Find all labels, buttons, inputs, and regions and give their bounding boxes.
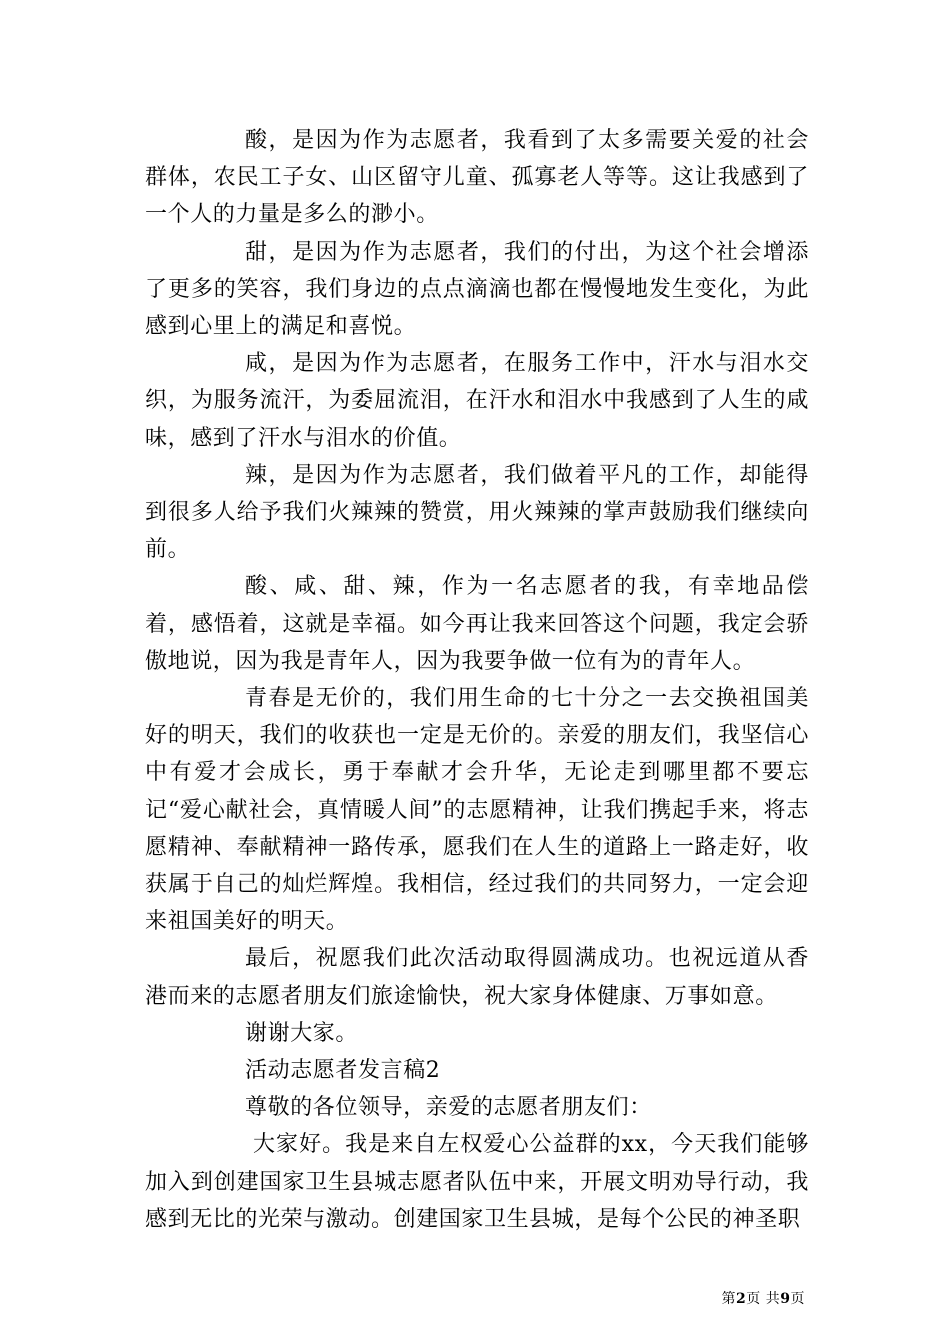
current-page-number: 2 bbox=[736, 1291, 747, 1307]
section-title: 活动志愿者发言稿2 bbox=[245, 1058, 441, 1084]
paragraph-salty: 咸，是因为作为志愿者，在服务工作中，汗水与泪水交织，为服务流汗，为委屈流泪，在汗水和泪水中我感到了人生的咸味，感到了汗水与泪水的价值。 bbox=[145, 351, 809, 451]
salutation: 尊敬的各位领导，亲爱的志愿者朋友们： bbox=[245, 1095, 652, 1121]
paragraph-intro: 大家好。我是来自左权爱心公益群的xx，今天我们能够加入到创建国家卫生县城志愿者队伍中来，开展文明劝导行动，我感到无比的光荣与激动。创建国家卫生县城，是每个公民的神圣职 bbox=[145, 1132, 809, 1232]
footer-middle: 页 共 bbox=[746, 1291, 781, 1307]
paragraph-sour: 酸，是因为作为志愿者，我看到了太多需要关爱的社会群体，农民工子女、山区留守儿童、孤寡老人等等。这让我感到了一个人的力量是多么的渺小。 bbox=[145, 128, 809, 228]
document-body bbox=[145, 122, 809, 1238]
paragraph-thanks: 谢谢大家。 bbox=[245, 1020, 359, 1046]
paragraph-happiness: 酸、咸、甜、辣，作为一名志愿者的我，有幸地品偿着，感悟着，这就是幸福。如今再让我来回答这个问题，我定会骄傲地说，因为我是青年人，因为我要争做一位有为的青年人。 bbox=[145, 574, 809, 674]
paragraph-sweet: 甜，是因为作为志愿者，我们的付出，为这个社会增添了更多的笑容，我们身边的点点滴滴也都在慢慢地发生变化，为此感到心里上的满足和喜悦。 bbox=[145, 239, 809, 340]
paragraph-wishes: 最后，祝愿我们此次活动取得圆满成功。也祝远道从香港而来的志愿者朋友们旅途愉快，祝大家身体健康、万事如意。 bbox=[145, 946, 809, 1009]
total-page-number: 9 bbox=[780, 1291, 791, 1307]
page-footer bbox=[722, 1290, 805, 1308]
paragraph-youth: 青春是无价的，我们用生命的七十分之一去交换祖国美好的明天，我们的收获也一定是无价的。亲爱的朋友们，我坚信心中有爱才会成长，勇于奉献才会升华，无论走到哪里都不要忘记“爱心献社会，真情暖人间”的志愿精神，让我们携起手来，将志愿精神、奉献精神一路传承，愿我们在人生的道路上一路走好，收获属于自己的灿烂辉煌。我相信，经过我们的共同努力，一定会迎来祖国美好的明天。 bbox=[145, 686, 809, 935]
paragraph-spicy: 辣，是因为作为志愿者，我们做着平凡的工作，却能得到很多人给予我们火辣辣的赞赏，用火辣辣的掌声鼓励我们继续向前。 bbox=[145, 462, 809, 563]
footer-prefix: 第 bbox=[721, 1291, 737, 1307]
footer-suffix: 页 bbox=[790, 1291, 805, 1307]
